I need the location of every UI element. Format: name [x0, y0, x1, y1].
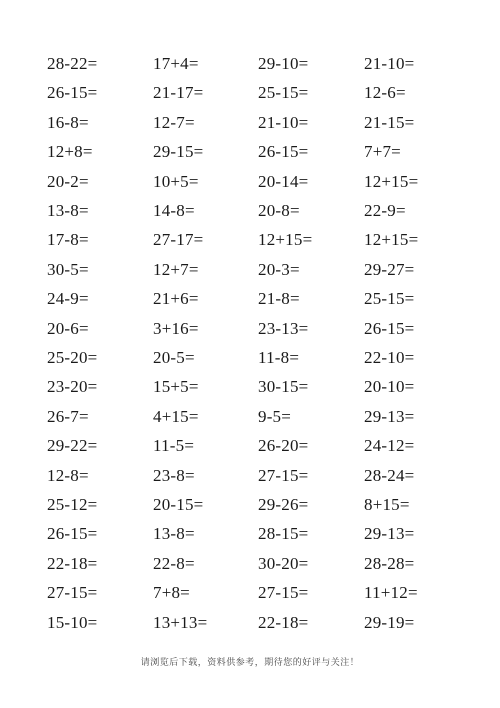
problem-row	[0, 554, 500, 583]
math-problem: 29-10=	[258, 54, 309, 73]
math-problem: 29-27=	[364, 259, 415, 279]
math-problem: 12+15=	[364, 230, 419, 250]
math-problem: 23-8=	[153, 465, 195, 485]
math-problem: 20-2=	[47, 171, 89, 191]
math-problem: 20-10=	[364, 377, 415, 397]
math-problem: 28-22=	[47, 54, 98, 73]
problem-row	[0, 583, 500, 612]
math-problem: 21-15=	[364, 112, 415, 132]
math-problem: 21-8=	[258, 289, 300, 309]
math-problem: 15-10=	[47, 612, 98, 632]
problem-row	[0, 54, 500, 83]
math-problem: 12+7=	[153, 259, 199, 279]
math-problem: 25-12=	[47, 495, 98, 514]
problem-row	[0, 466, 500, 495]
problem-row	[0, 142, 500, 171]
problem-row	[0, 201, 500, 230]
problem-row	[0, 260, 500, 289]
math-problem: 4+15=	[153, 406, 199, 426]
math-problem: 13-8=	[47, 201, 89, 220]
math-problem: 28-15=	[258, 524, 309, 544]
math-problem: 29-15=	[153, 142, 204, 162]
problem-row	[0, 319, 500, 348]
math-problem: 22-10=	[364, 348, 415, 367]
math-problem: 12-7=	[153, 112, 195, 132]
math-problem: 13+13=	[153, 612, 208, 632]
math-problem: 26-20=	[258, 436, 309, 456]
math-problem: 23-20=	[47, 377, 98, 397]
math-problem: 25-15=	[364, 289, 415, 309]
math-problem: 17+4=	[153, 54, 199, 73]
math-problem: 26-15=	[47, 83, 98, 103]
math-problem: 28-28=	[364, 553, 415, 573]
math-problem: 11+12=	[364, 583, 418, 603]
problem-row	[0, 172, 500, 201]
problem-row	[0, 83, 500, 112]
math-problem: 20-14=	[258, 171, 309, 191]
math-problem: 11-8=	[258, 348, 300, 367]
math-problem: 30-15=	[258, 377, 309, 397]
math-problem: 20-8=	[258, 201, 300, 220]
math-problem: 25-15=	[258, 83, 309, 103]
math-problem: 21-17=	[153, 83, 204, 103]
math-problem: 24-12=	[364, 436, 415, 456]
math-problem: 9-5=	[258, 406, 292, 426]
problem-row	[0, 407, 500, 436]
problem-row	[0, 113, 500, 142]
problem-row	[0, 230, 500, 259]
math-problem: 26-7=	[47, 406, 89, 426]
page-footer: 请浏览后下载，资料供参考，期待您的好评与关注！	[140, 657, 360, 667]
math-problem: 29-26=	[258, 495, 309, 514]
problem-row	[0, 524, 500, 553]
math-problem: 10+5=	[153, 171, 199, 191]
math-problem: 21-10=	[258, 112, 309, 132]
math-problem: 22-18=	[47, 553, 98, 573]
math-problem: 27-17=	[153, 230, 204, 250]
math-problem: 29-22=	[47, 436, 98, 456]
math-problem: 14-8=	[153, 201, 195, 220]
math-problem: 23-13=	[258, 318, 309, 338]
math-problem: 15+5=	[153, 377, 199, 397]
math-problem: 26-15=	[364, 318, 415, 338]
math-problem: 22-18=	[258, 612, 309, 632]
math-problem: 16-8=	[47, 112, 89, 132]
math-problem: 12-6=	[364, 83, 406, 103]
math-problem: 13-8=	[153, 524, 195, 544]
math-problem: 17-8=	[47, 230, 89, 250]
math-problem: 27-15=	[47, 583, 98, 603]
math-problem: 21+6=	[153, 289, 199, 309]
math-problem: 7+7=	[364, 142, 401, 162]
math-problem: 12+15=	[258, 230, 313, 250]
math-problem: 30-5=	[47, 259, 89, 279]
math-problem: 29-13=	[364, 524, 415, 544]
math-problem: 12+15=	[364, 171, 419, 191]
math-problem: 22-8=	[153, 553, 195, 573]
problem-row	[0, 436, 500, 465]
math-problem: 21-10=	[364, 54, 415, 73]
math-problem: 29-13=	[364, 406, 415, 426]
math-problem: 12+8=	[47, 142, 93, 162]
math-problem: 26-15=	[47, 524, 98, 544]
math-problem: 24-9=	[47, 289, 89, 309]
problem-row	[0, 289, 500, 318]
math-problem: 20-6=	[47, 318, 89, 338]
math-problem: 11-5=	[153, 436, 195, 456]
math-problem: 20-15=	[153, 495, 204, 514]
math-problem: 28-24=	[364, 465, 415, 485]
math-problem: 26-15=	[258, 142, 309, 162]
problem-row	[0, 377, 500, 406]
math-problem: 27-15=	[258, 583, 309, 603]
math-problem: 29-19=	[364, 612, 415, 632]
math-problem: 30-20=	[258, 553, 309, 573]
math-problem: 8+15=	[364, 495, 410, 514]
math-problem: 27-15=	[258, 465, 309, 485]
problem-row	[0, 348, 500, 377]
problem-row	[0, 613, 500, 642]
math-problem: 20-3=	[258, 259, 300, 279]
math-problem: 3+16=	[153, 318, 199, 338]
math-problem: 12-8=	[47, 465, 89, 485]
math-problem: 25-20=	[47, 348, 98, 367]
problem-row	[0, 495, 500, 524]
math-problem: 22-9=	[364, 201, 406, 220]
math-problem: 20-5=	[153, 348, 195, 367]
math-problem: 7+8=	[153, 583, 190, 603]
